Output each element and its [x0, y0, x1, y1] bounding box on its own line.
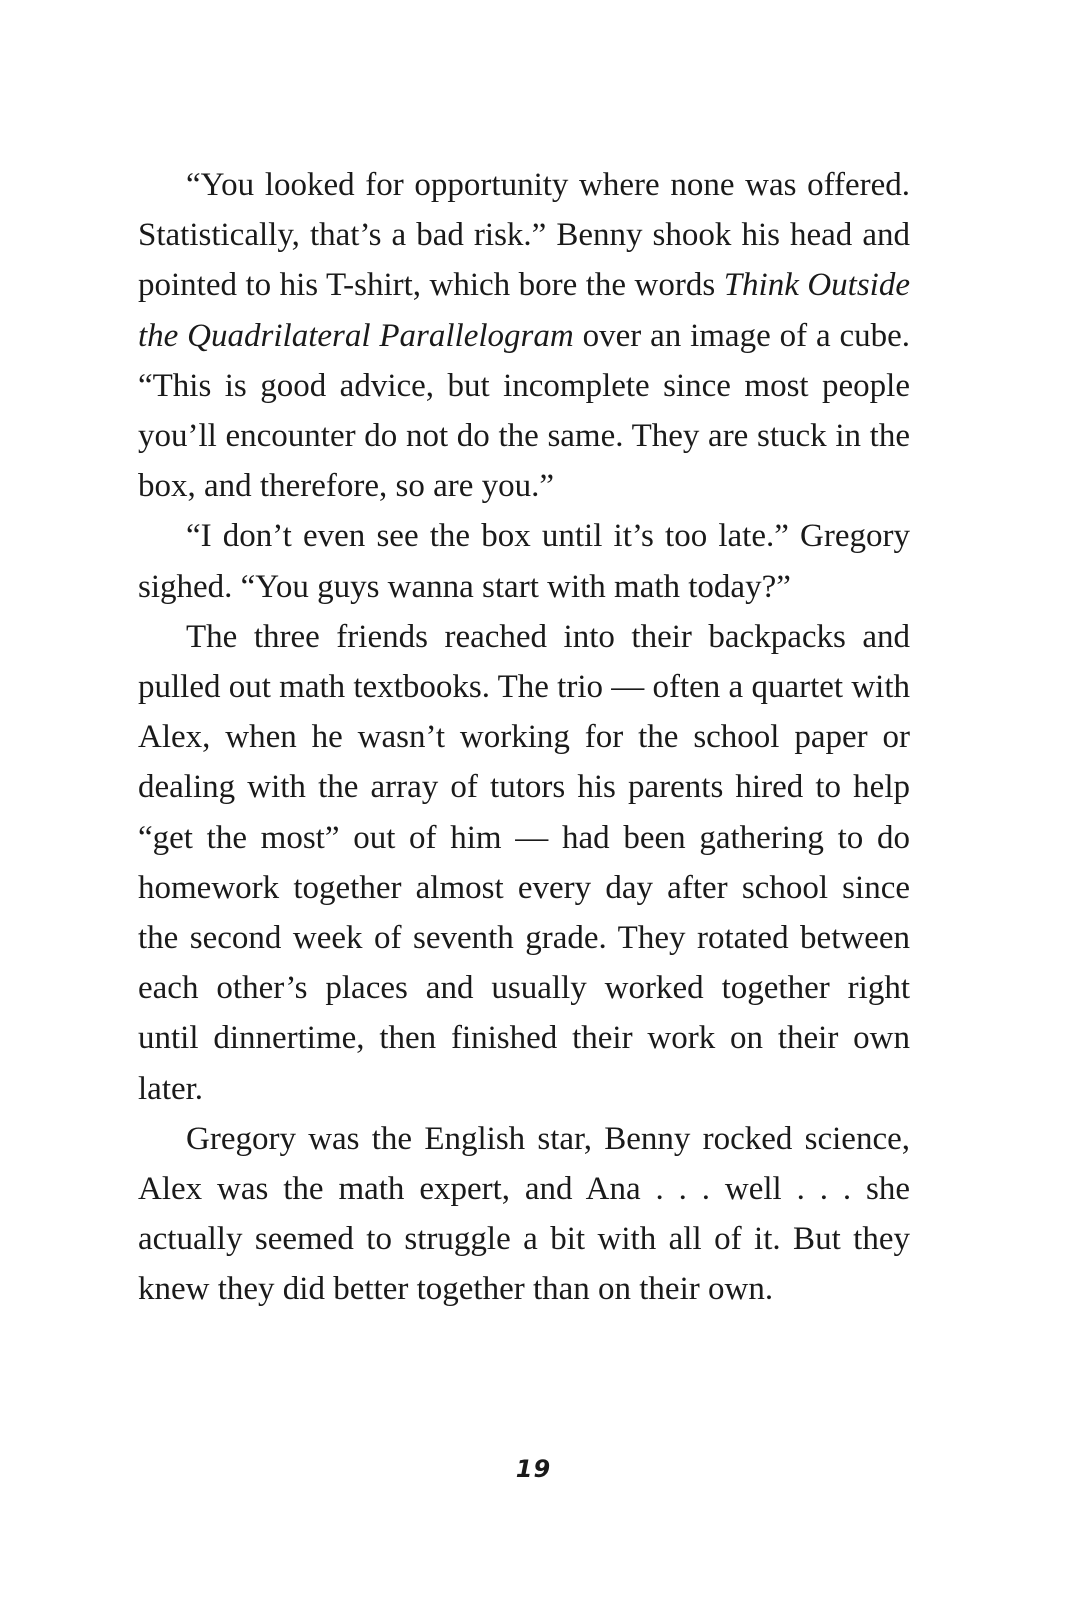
page-number: 19 [515, 1455, 552, 1483]
paragraph-gregory-sighed: “I don’t even see the box until it’s too late.” Gregory sighed. “You guys wanna start with math today?” [138, 518, 910, 605]
paragraph-text-before-italic: “You looked for opportunity where none was offered. Statistically, that’s a bad risk.” Benny shook his head and pointed to his T-shirt, which bore the words [138, 167, 910, 304]
body-text [138, 160, 910, 1315]
paragraph-benny-advice [138, 160, 910, 511]
paragraph-three-friends: The three friends reached into their backpacks and pulled out math textbooks. The trio — often a quartet with Alex, when he wasn’t working for the school paper or dealing with the array of tutors his parents hired to help “get the most” out of him — had been gathering to do homework together almost every day after school since the second week of seventh grade. They rotated between each other’s places and usually worked together right until dinnertime, then finished their work on their own later. [138, 618, 910, 1107]
tshirt-slogan: Think Outside the Quadrilateral Parallelogram [138, 267, 910, 354]
paragraph-subject-strengths: Gregory was the English star, Benny rocked science, Alex was the math expert, and Ana . . . well . . . she actually seemed to struggle a bit with all of it. But they knew they did better together than on their own. [138, 1120, 910, 1308]
paragraph-text-after-italic: over an image of a cube. “This is good advice, but incomplete since most people you’ll encounter do not do the same. They are stuck in the box, and therefore, so are you.” [138, 317, 910, 505]
